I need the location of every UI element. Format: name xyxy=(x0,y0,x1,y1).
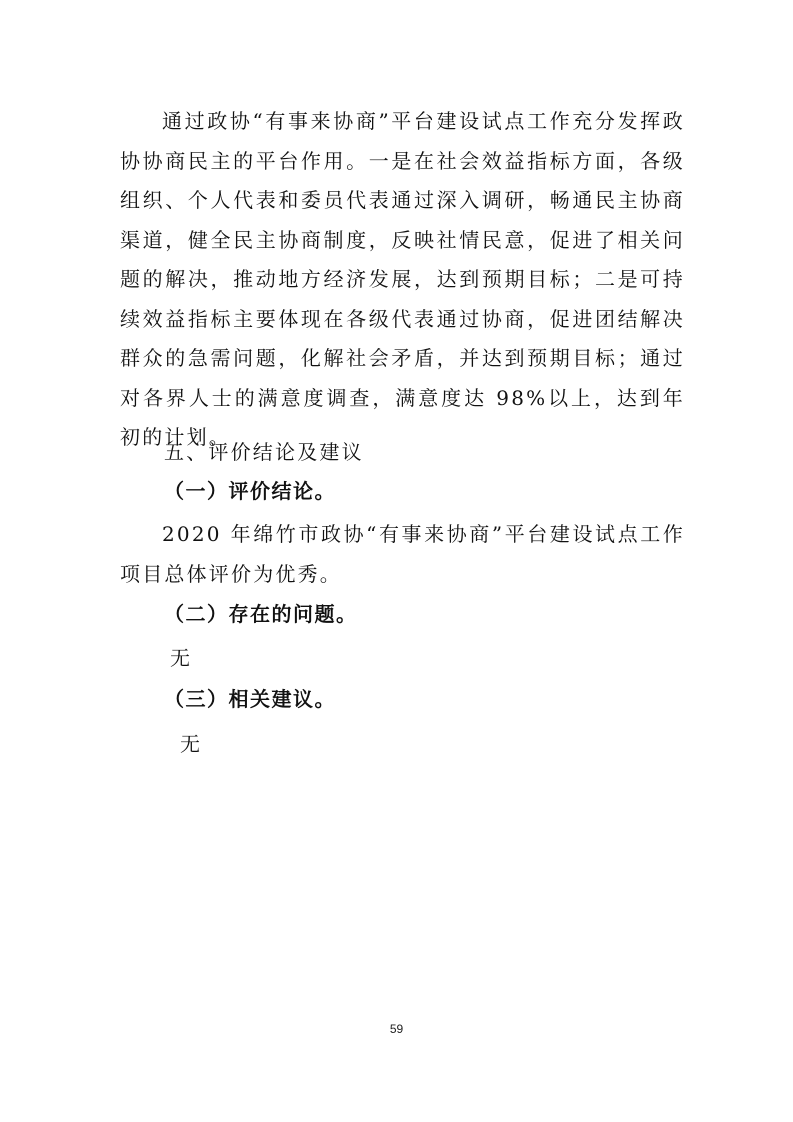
subheading-conclusion: （一）评价结论。 xyxy=(164,479,336,503)
suggestions-body: 无 xyxy=(180,732,203,756)
page-number: 59 xyxy=(389,1022,404,1036)
subheading-problems: （二）存在的问题。 xyxy=(164,602,358,626)
section-heading-evaluation: 五、评价结论及建议 xyxy=(164,440,364,464)
body-paragraph-performance: 通过政协“有事来协商”平台建设试点工作充分发挥政协协商民主的平台作用。一是在社会效益指标方面，各级组织、个人代表和委员代表通过深入调研，畅通民主协商渠道，健全民主协商制度，反映社情民意，促进了相关问题的解决，推动地方经济发展，达到预期目标；二是可持续效益指标主要体现在各级代表通过协商，促进团结解决群众的急需问题，化解社会矛盾，并达到预期目标；通过对各界人士的满意度调查，满意度达 98%以上，达到年初的计划。 xyxy=(120,109,685,449)
body-paragraph-conclusion: 2020 年绵竹市政协“有事来协商”平台建设试点工作项目总体评价为优秀。 xyxy=(120,522,685,586)
subheading-suggestions: （三）相关建议。 xyxy=(164,687,336,711)
problems-body: 无 xyxy=(170,646,193,670)
